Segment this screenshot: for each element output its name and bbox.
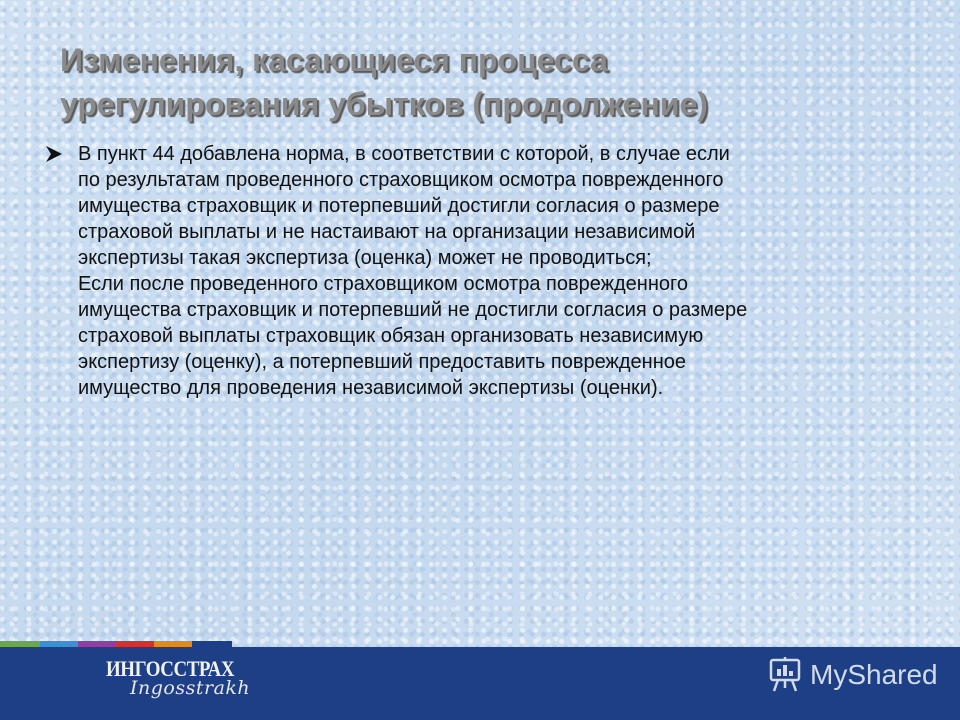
ingosstrakh-logo — [106, 656, 256, 708]
slide-title-line-2: урегулирования убытков (продолжение) — [60, 86, 708, 122]
bullet-text-line: имущества страховщик и потерпевший достигли согласия о размере — [78, 195, 720, 217]
bullet-text-line: имущество для проведения независимой экспертизы (оценки). — [78, 377, 664, 399]
bullet-text-line: экспертизы такая экспертиза (оценка) может не проводиться; — [78, 247, 652, 269]
bullet-text-line: по результатам проведенного страховщиком осмотра поврежденного — [78, 169, 724, 191]
bullet-text-line: экспертизу (оценку), а потерпевший предоставить поврежденное — [78, 351, 687, 373]
presentation-board-icon — [768, 657, 802, 693]
watermark-text: MyShared — [810, 659, 938, 690]
slide-title-line-1: Изменения, касающиеся процесса — [60, 42, 608, 78]
bullet-text-line: имущества страховщик и потерпевший не достигли согласия о размере — [78, 299, 748, 321]
arrowhead-bullet-icon — [44, 144, 64, 164]
bullet-text-line: Если после проведенного страховщиком осмотра поврежденного — [78, 273, 688, 295]
myshared-watermark — [768, 655, 938, 695]
slide-title — [60, 38, 900, 126]
bullet-text — [78, 141, 898, 401]
logo-script: Ingosstrakh — [130, 677, 251, 699]
bullet-text-line: В пункт 44 добавлена норма, в соответствии с которой, в случае если — [78, 143, 730, 165]
bullet-text-line: страховой выплаты страховщик обязан организовать независимую — [78, 325, 704, 347]
bullet-text-line: страховой выплаты и не настаивают на организации независимой — [78, 221, 696, 243]
logo-wordmark: ИНГОССТРАХ — [106, 656, 235, 681]
